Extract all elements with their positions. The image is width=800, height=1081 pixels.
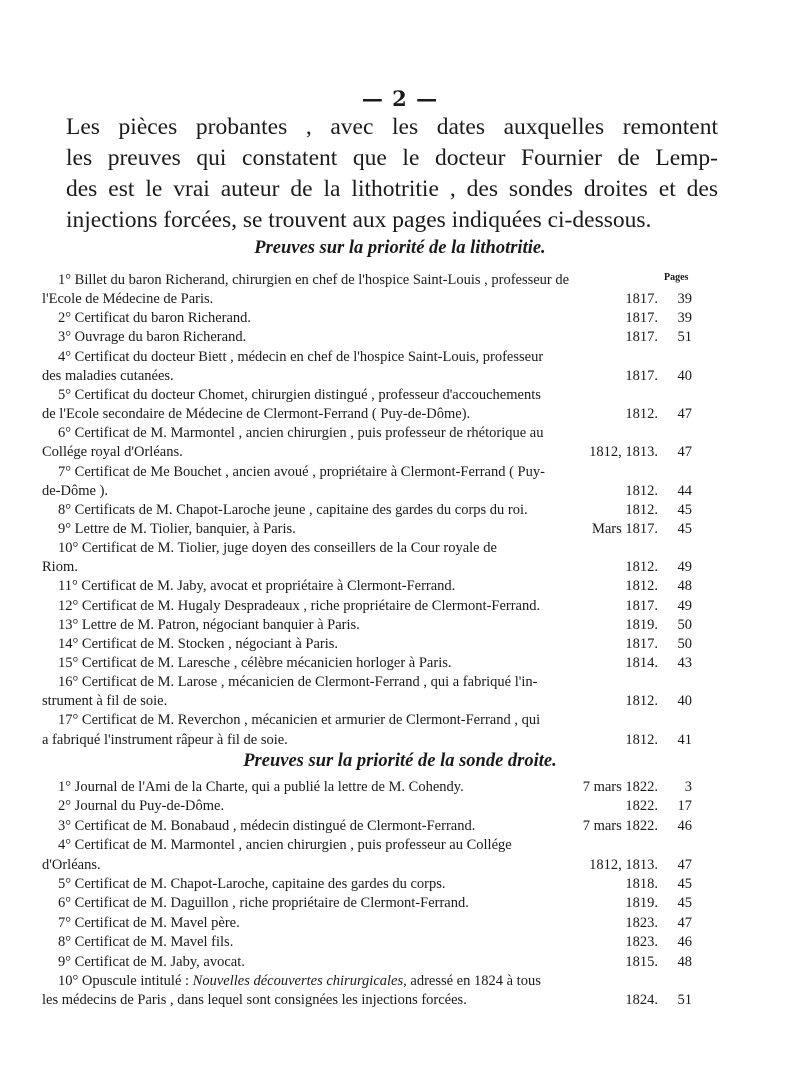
entry-page: 48: [677, 578, 692, 595]
entry-text: 5° Certificat de M. Chapot-Laroche, capitaine des gardes du corps.: [58, 876, 446, 892]
entry-text: 7° Certificat de Me Bouchet , ancien avoué , propriétaire à Clermont-Ferrand ( Puy-: [58, 463, 545, 480]
list-line: [0, 442, 800, 462]
list-line: [0, 855, 800, 875]
entry-page: 3: [684, 779, 692, 795]
entry-date: 1812, 1813.: [589, 856, 658, 873]
list-line: [0, 366, 800, 386]
entry-date: 1817.: [625, 367, 658, 384]
entry-text: 5° Certificat du docteur Chomet, chirurgien distingué , professeur d'accouchements: [58, 386, 541, 403]
list-line: [0, 385, 800, 405]
entry-text: a fabriqué l'instrument râpeur à fil de soie.: [42, 731, 288, 748]
entry-text: 6° Certificat de M. Marmontel , ancien chirurgien , puis professeur de rhétorique au: [58, 425, 544, 442]
page-number: — 2 —: [361, 86, 439, 111]
list-line: [0, 519, 800, 539]
entry-text: d'Orléans.: [42, 856, 101, 873]
entry-date: 1817.: [625, 329, 658, 346]
list-line: [0, 971, 800, 991]
entry-date: 1812.: [625, 731, 658, 748]
entry-text: 12° Certificat de M. Hugaly Despradeaux , riche propriétaire de Clermont-Ferrand.: [58, 597, 541, 614]
entry-date: 1818.: [625, 876, 658, 892]
entry-date: 1823.: [625, 914, 658, 931]
entry-page: 39: [677, 310, 692, 327]
entry-page: 46: [677, 817, 692, 834]
section-title-sonde-droite: Preuves sur la priorité de la sonde droite.: [243, 751, 557, 771]
intro-paragraph: [66, 112, 718, 236]
entry-date: 1817.: [625, 635, 658, 652]
entry-text: 1° Billet du baron Richerand, chirurgien en chef de l'hospice Saint-Louis , professeur de: [58, 272, 570, 288]
entry-date: Mars 1817.: [591, 520, 658, 537]
intro-line: des est le vrai auteur de la lithotritie , des sondes droites et des: [66, 176, 718, 202]
list-line: [0, 672, 800, 692]
list-line: [0, 835, 800, 855]
entry-text: Riom.: [42, 559, 78, 576]
entry-date: 1817.: [625, 291, 658, 308]
entry-text: 14° Certificat de M. Stocken , négociant à Paris.: [58, 635, 339, 652]
entry-date: 1819.: [625, 616, 658, 633]
entry-page: 45: [677, 876, 692, 892]
entry-text: les médecins de Paris , dans lequel sont consignées les injections forcées.: [42, 992, 467, 1009]
list-line: [0, 691, 800, 711]
intro-line: injections forcées, se trouvent aux pages indiquées ci-dessous.: [66, 207, 652, 233]
entry-page: 40: [677, 693, 692, 710]
entry-text: 2° Journal du Puy-de-Dôme.: [58, 798, 225, 815]
entry-text: strument à fil de soie.: [42, 693, 168, 710]
entry-text: 15° Certificat de M. Laresche , célèbre mécanicien horloger à Paris.: [58, 655, 452, 671]
entry-page: 39: [677, 291, 692, 308]
list-line: [0, 500, 800, 520]
entry-text: 8° Certificat de M. Mavel fils.: [58, 934, 234, 951]
list-line: [0, 538, 800, 558]
list-line: [0, 653, 800, 673]
entry-date: 1812, 1813.: [589, 444, 658, 461]
entry-page: 47: [677, 914, 692, 931]
entry-text: 3° Certificat de M. Bonabaud , médecin distingué de Clermont-Ferrand.: [58, 817, 476, 834]
entry-page: 43: [677, 655, 692, 671]
list-line: [0, 893, 800, 913]
entry-page: 49: [677, 559, 692, 576]
entry-text: des maladies cutanées.: [42, 367, 174, 384]
list-line: [0, 557, 800, 577]
entry-date: 1815.: [625, 953, 658, 970]
list-line: [0, 796, 800, 816]
entry-text: 10° Opuscule intitulé : Nouvelles découvertes chirurgicales, adressé en 1824 à tous: [58, 973, 541, 989]
entry-date: 1823.: [625, 934, 658, 951]
entry-text: 4° Certificat du docteur Biett , médecin en chef de l'hospice Saint-Louis, professeur: [58, 348, 544, 365]
entry-page: 47: [677, 856, 692, 873]
intro-line: Les pièces probantes , avec les dates auxquelles remontent: [66, 114, 718, 140]
entry-date: 1812.: [625, 482, 658, 499]
list-line: [0, 462, 800, 482]
pages-column-header: Pages: [664, 272, 689, 283]
list-line: [0, 816, 800, 836]
entry-page: 51: [677, 329, 692, 346]
entry-text: 16° Certificat de M. Larose , mécanicien de Clermont-Ferrand , qui a fabriqué l'in-: [58, 674, 538, 691]
list-line: [0, 615, 800, 635]
entry-text: 9° Lettre de M. Tiolier, banquier, à Paris.: [58, 520, 296, 537]
list-line: [0, 913, 800, 933]
entry-text: 13° Lettre de M. Patron, négociant banquier à Paris.: [58, 616, 360, 633]
list-line: [0, 308, 800, 328]
list-line: [0, 576, 800, 596]
entry-page: 46: [677, 934, 692, 951]
list-line: [0, 423, 800, 443]
entry-page: 45: [677, 501, 692, 518]
entry-text: 8° Certificats de M. Chapot-Laroche jeune , capitaine des gardes du corps du roi.: [58, 501, 528, 518]
entry-text: 4° Certificat de M. Marmontel , ancien chirurgien , puis professeur au Collége: [58, 837, 512, 854]
entry-text: 1° Journal de l'Ami de la Charte, qui a publié la lettre de M. Cohendy.: [58, 779, 464, 795]
section-title-lithotritie: Preuves sur la priorité de la lithotritie.: [254, 238, 546, 258]
entry-text: 9° Certificat de M. Jaby, avocat.: [58, 953, 245, 970]
entry-text: 10° Certificat de M. Tiolier, juge doyen des conseillers de la Cour royale de: [58, 540, 497, 557]
entry-page: 45: [677, 520, 692, 537]
entry-date: 7 mars 1822.: [582, 779, 658, 795]
entry-page: 50: [677, 616, 692, 633]
entry-text: 17° Certificat de M. Reverchon , mécanicien et armurier de Clermont-Ferrand , qui: [58, 712, 541, 729]
list-line: [0, 874, 800, 894]
entry-text: 7° Certificat de M. Mavel père.: [58, 914, 240, 931]
entry-italic-title: Nouvelles découvertes chirurgicales,: [192, 973, 407, 989]
entry-page: 41: [677, 731, 692, 748]
entry-date: 1812.: [625, 501, 658, 518]
entry-text: de-Dôme ).: [42, 482, 109, 499]
entry-text: 2° Certificat du baron Richerand.: [58, 310, 252, 327]
entry-text: l'Ecole de Médecine de Paris.: [42, 291, 214, 308]
intro-line: les preuves qui constatent que le docteur Fournier de Lemp-: [66, 145, 718, 171]
entry-date: 1812.: [625, 406, 658, 423]
entry-page: 49: [677, 597, 692, 614]
list-line: [0, 404, 800, 424]
entry-date: 1817.: [625, 310, 658, 327]
entry-text: 3° Ouvrage du baron Richerand.: [58, 329, 247, 346]
entry-page: 47: [677, 406, 692, 423]
entry-text: de l'Ecole secondaire de Médecine de Clermont-Ferrand ( Puy-de-Dôme).: [42, 406, 471, 423]
entry-date: 1822.: [625, 798, 658, 815]
entry-date: 1824.: [625, 992, 658, 1009]
list-line: [0, 730, 800, 750]
list-line: [0, 932, 800, 952]
entry-date: 7 mars 1822.: [582, 817, 658, 834]
list-line: [0, 347, 800, 367]
list-line: [0, 990, 800, 1010]
entry-date: 1812.: [625, 578, 658, 595]
entry-page: 44: [677, 482, 692, 499]
list-line: [0, 710, 800, 730]
entry-date: 1819.: [625, 895, 658, 912]
entry-text: 11° Certificat de M. Jaby, avocat et propriétaire à Clermont-Ferrand.: [58, 578, 456, 595]
entry-page: 17: [677, 798, 692, 815]
list-line: [0, 481, 800, 501]
list-line: [0, 596, 800, 616]
list-line: [0, 777, 800, 797]
entry-date: 1812.: [625, 693, 658, 710]
entry-page: 51: [677, 992, 692, 1009]
entry-page: 40: [677, 367, 692, 384]
list-line: [0, 270, 800, 290]
entry-page: 45: [677, 895, 692, 912]
entry-date: 1812.: [625, 559, 658, 576]
list-line: [0, 289, 800, 309]
list-line: [0, 327, 800, 347]
entry-date: 1817.: [625, 597, 658, 614]
entry-text: Collége royal d'Orléans.: [42, 444, 183, 461]
list-line: [0, 634, 800, 654]
list-line: [0, 952, 800, 972]
entry-page: 48: [677, 953, 692, 970]
entry-text: 6° Certificat de M. Daguillon , riche propriétaire de Clermont-Ferrand.: [58, 895, 469, 912]
entry-page: 50: [677, 635, 692, 652]
entry-page: 47: [677, 444, 692, 461]
entry-date: 1814.: [625, 655, 658, 671]
